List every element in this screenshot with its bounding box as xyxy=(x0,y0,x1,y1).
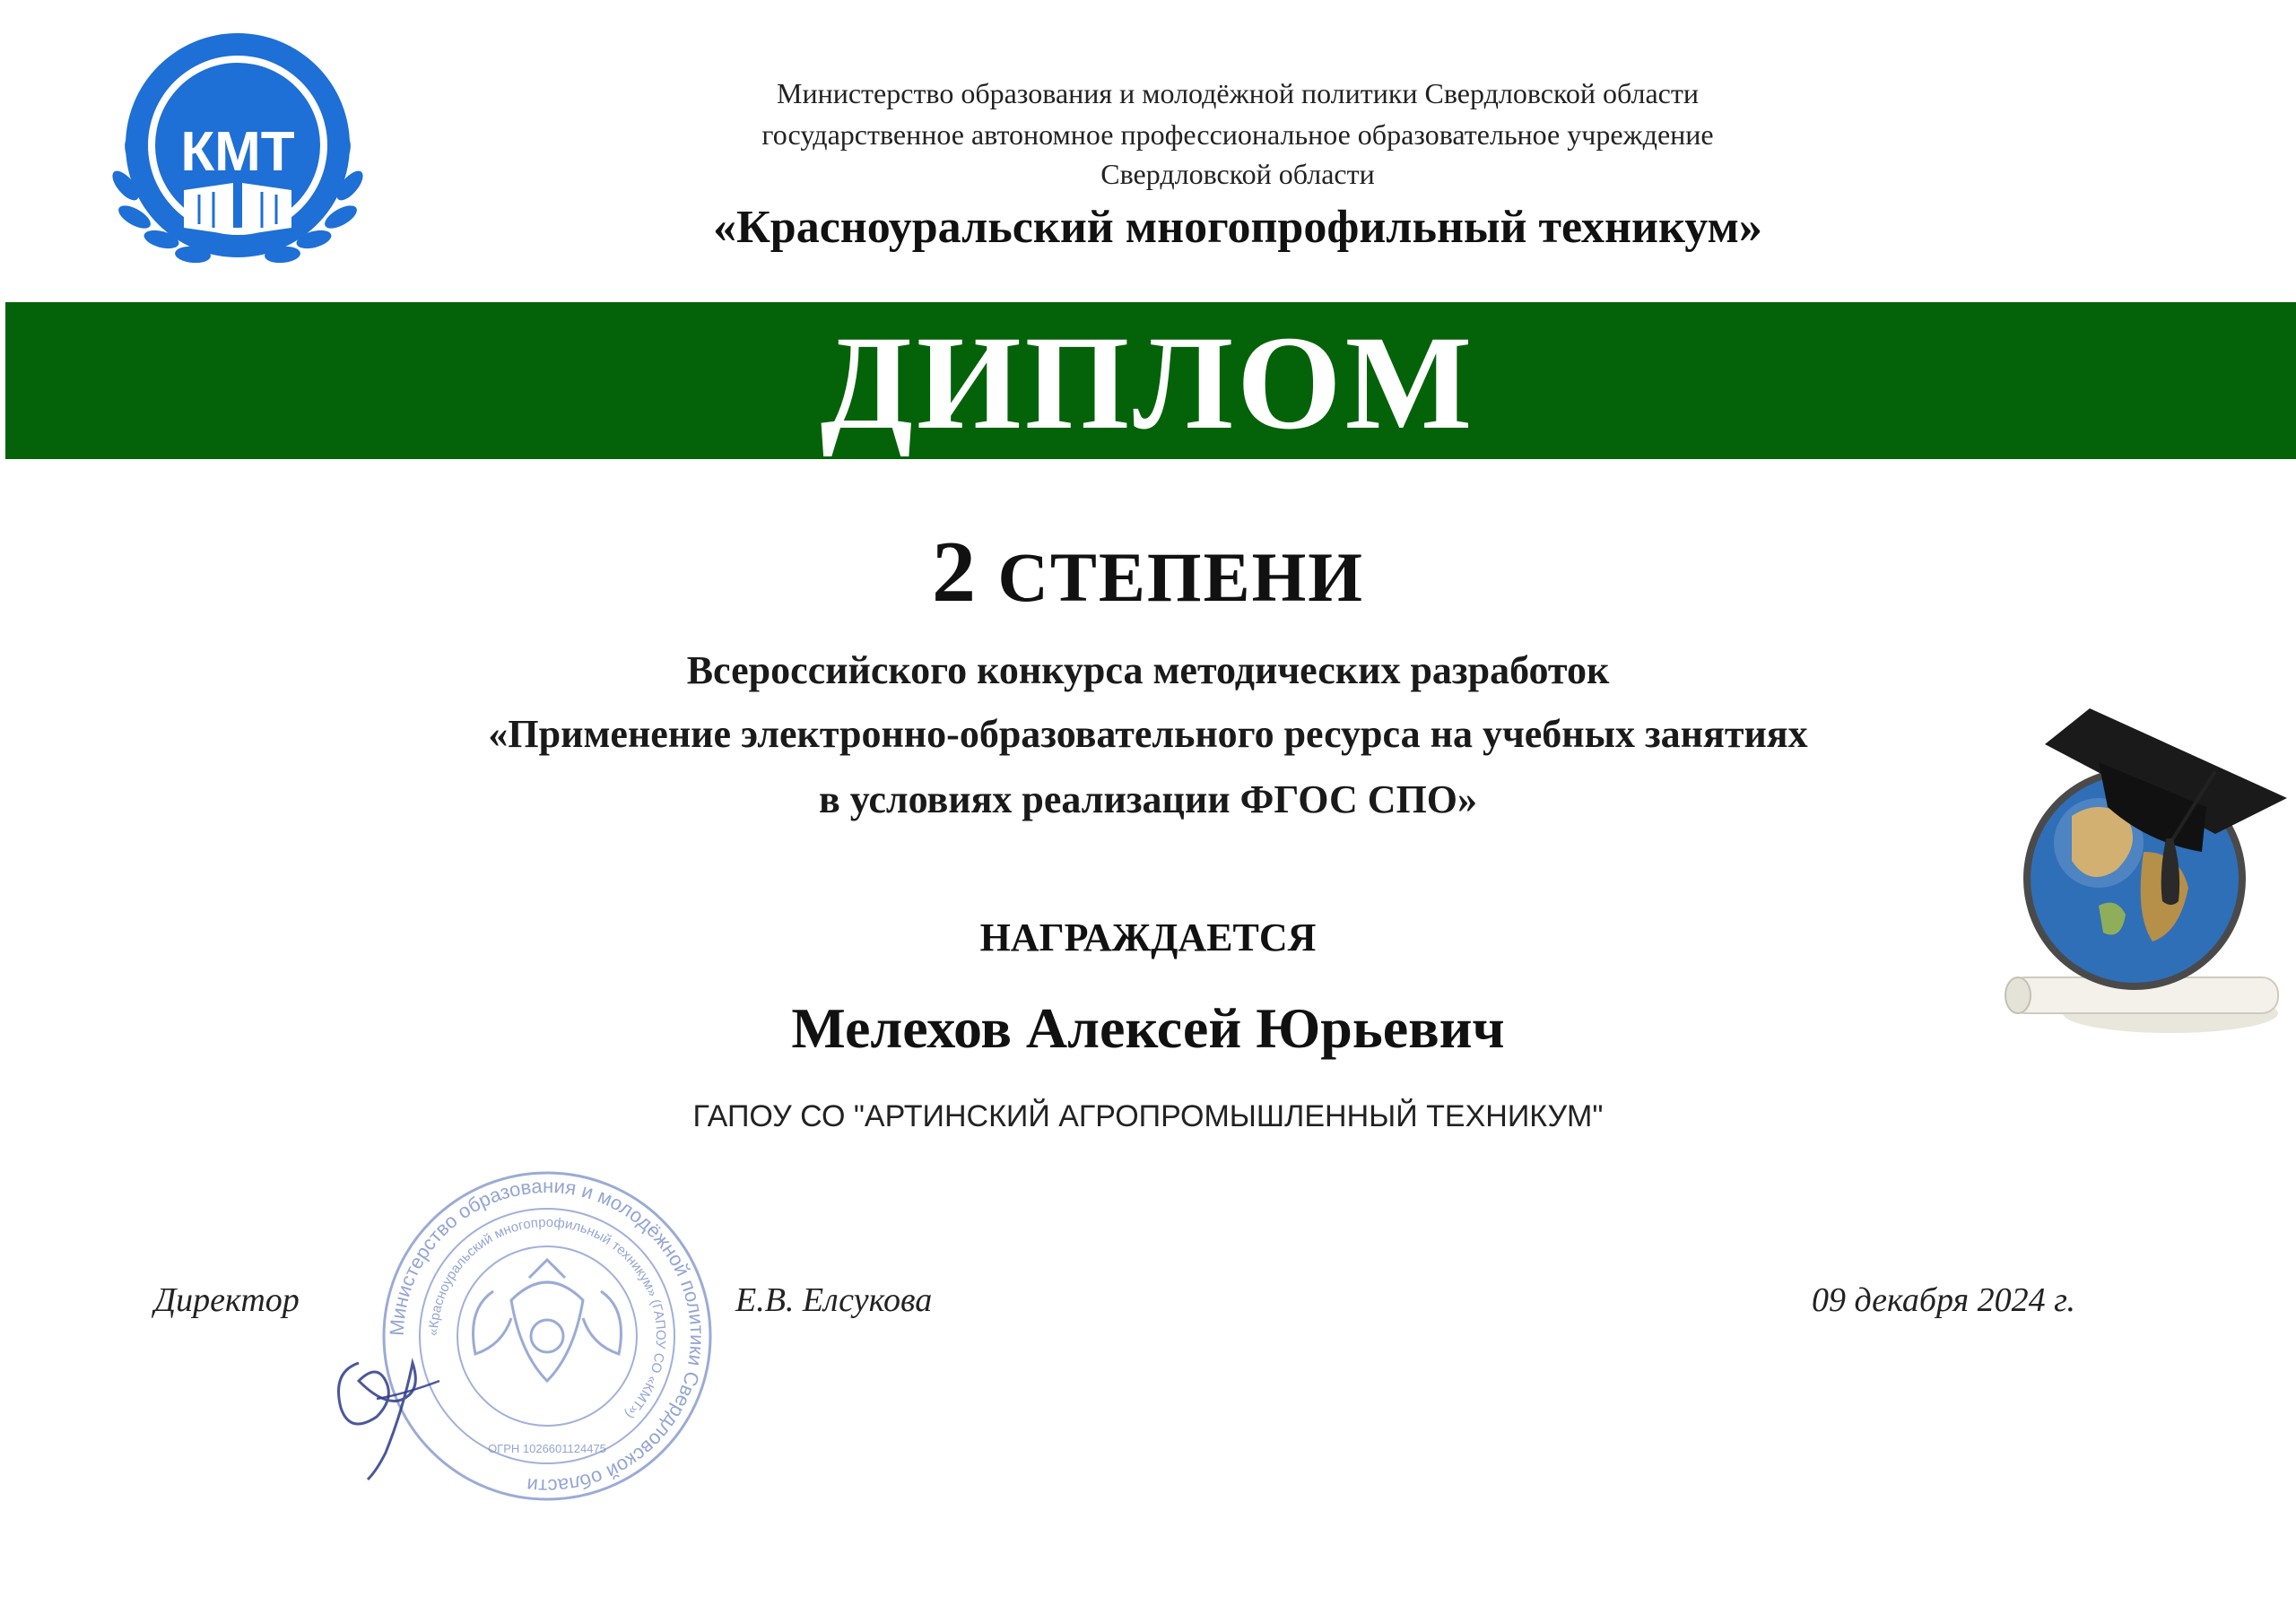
college-name: «Красноуральский многопрофильный техникум» xyxy=(713,202,1762,253)
region-line: Свердловской области xyxy=(1100,158,1375,190)
stamp-ogrn: ОГРН 1026601124475 xyxy=(488,1442,606,1455)
ministry-line: Министерство образования и молодёжной политики Свердловской области xyxy=(777,77,1699,109)
logo-ring-text: Красноуральский многопрофильный техникум xyxy=(99,8,416,23)
recipient-name: Мелехов Алексей Юрьевич xyxy=(791,996,1505,1060)
awarded-label: НАГРАЖДАЕТСЯ xyxy=(979,916,1317,959)
degree-number: 2 xyxy=(932,524,977,621)
director-role: Директор xyxy=(154,1281,300,1319)
institution-type-line: государственное автономное профессиональное образовательное учреждение xyxy=(761,118,1714,151)
recipient-organization: ГАПОУ СО "АРТИНСКИЙ АГРОПРОМЫШЛЕННЫЙ ТЕХНИКУМ" xyxy=(692,1099,1604,1133)
stamp-outer-text: Министерство образования и молодёжной политики Свердловской области xyxy=(385,1174,709,1498)
director-signature xyxy=(323,1327,457,1480)
degree-heading xyxy=(0,524,2296,622)
college-logo xyxy=(99,8,416,275)
diploma-title: ДИПЛОМ xyxy=(820,308,1476,457)
stamp-inner-text: «Красноуральский многопрофильный техникум» (ГАПОУ СО «КМТ») xyxy=(425,1214,669,1422)
contest-line-3: в условиях реализации ФГОС СПО» xyxy=(818,777,1478,821)
director-name: Е.В. Елсукова xyxy=(735,1281,933,1319)
contest-line-2: «Применение электронно-образовательного ресурса на учебных занятиях xyxy=(488,712,1808,756)
issue-date: 09 декабря 2024 г. xyxy=(1812,1281,2075,1319)
degree-word: СТЕПЕНИ xyxy=(997,538,1364,616)
contest-line-1: Всероссийского конкурса методических разработок xyxy=(686,648,1610,692)
globe-with-graduation-cap-icon xyxy=(1991,708,2296,1067)
logo-abbr: КМТ xyxy=(180,121,295,183)
